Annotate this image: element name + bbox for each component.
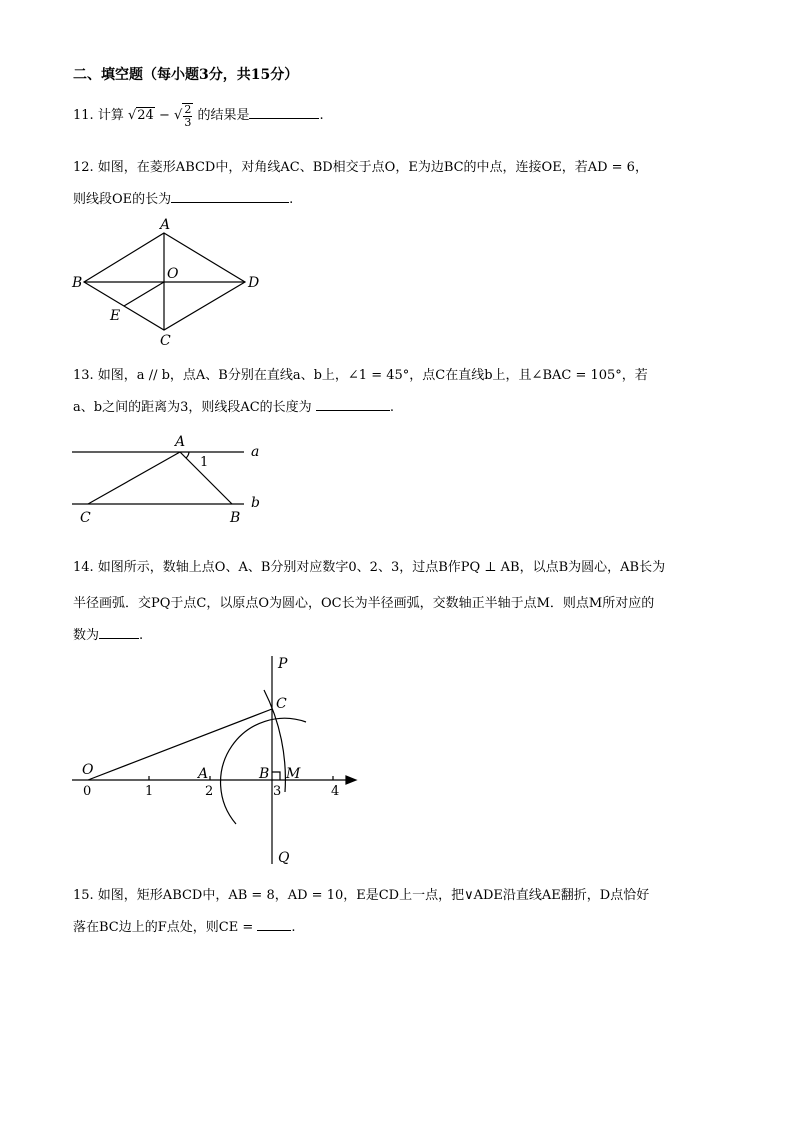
q14-line2: 半径画弧．交PQ于点C，以原点O为圆心，OC长为半径画弧，交数轴正半轴于点M．则点M所对应的 [73, 596, 655, 611]
q11-sqrt-sign-2: √ [174, 108, 183, 123]
label-c: C [80, 510, 91, 526]
tick-label-0: 0 [83, 784, 92, 799]
right-angle-mark [272, 772, 280, 780]
q13-line1: 13. 如图，a // b，点A、B分别在直线a、b上，∠1 = 45°，点C在直线b上，且∠BAC = 105°，若 [73, 368, 648, 383]
q13-end: . [389, 400, 394, 415]
q11-minus: − [158, 108, 170, 123]
label-a: A [175, 434, 186, 450]
label-b: B [259, 766, 270, 782]
label-a: A [198, 766, 209, 782]
q13-line2: a、b之间的距离为3，则线段AC的长度为 [73, 400, 312, 415]
tick-label-3: 3 [273, 784, 282, 799]
q11-tail: 的结果是 [197, 108, 250, 123]
label-o: O [82, 762, 94, 778]
label-b: B [72, 275, 83, 291]
section-heading: 二、填空题（每小题3分，共15分） [73, 67, 299, 83]
label-line-b: b [251, 495, 260, 511]
tick-label-4: 4 [331, 784, 340, 799]
q12-end: . [289, 192, 294, 207]
label-line-a: a [251, 444, 260, 460]
label-m: M [286, 766, 301, 782]
label-a: A [160, 217, 171, 233]
label-o: O [167, 266, 179, 282]
label-p: P [278, 656, 288, 672]
q11-frac-num: 2 [184, 102, 192, 116]
label-b: B [230, 510, 241, 526]
q11-sqrt-arg: 24 [137, 108, 154, 123]
label-q: Q [278, 850, 290, 866]
tick-label-2: 2 [205, 784, 214, 799]
label-angle-1: 1 [200, 455, 209, 470]
q11-sqrt-sign: √ [127, 108, 137, 123]
q11-lead: 计算 [97, 108, 124, 123]
label-e: E [110, 308, 121, 324]
q12-line1: 12. 如图，在菱形ABCD中，对角线AC、BD相交于点O，E为边BC的中点，连接OE，若AD = 6， [73, 160, 648, 175]
segment-oc [88, 709, 272, 780]
q15-line1: 15. 如图，矩形ABCD中，AB = 8，AD = 10，E是CD上一点，把∨ADE沿直线AE翻折，D点恰好 [73, 888, 650, 903]
label-d: D [248, 275, 260, 291]
q11-frac-den: 3 [184, 115, 192, 129]
tick-label-1: 1 [145, 784, 154, 799]
q15-answer-blank[interactable] [257, 918, 291, 931]
q12-line2: 则线段OE的长为 [73, 192, 172, 207]
q14-line1: 14. 如图所示，数轴上点O、A、B分别对应数字0、2、3，过点B作PQ ⊥ AB，以点B为圆心，AB长为 [73, 560, 666, 575]
question-15-line2 [73, 916, 296, 935]
q11-end: . [319, 108, 324, 123]
q15-end: . [291, 920, 296, 935]
q14-line3: 数为 [73, 628, 100, 643]
q14-end: . [139, 628, 144, 643]
label-c: C [276, 696, 287, 712]
q11-number: 11. [73, 108, 94, 123]
label-c: C [160, 333, 171, 349]
q15-line2: 落在BC边上的F点处，则CE = [73, 920, 254, 935]
axis-arrow [346, 776, 356, 784]
